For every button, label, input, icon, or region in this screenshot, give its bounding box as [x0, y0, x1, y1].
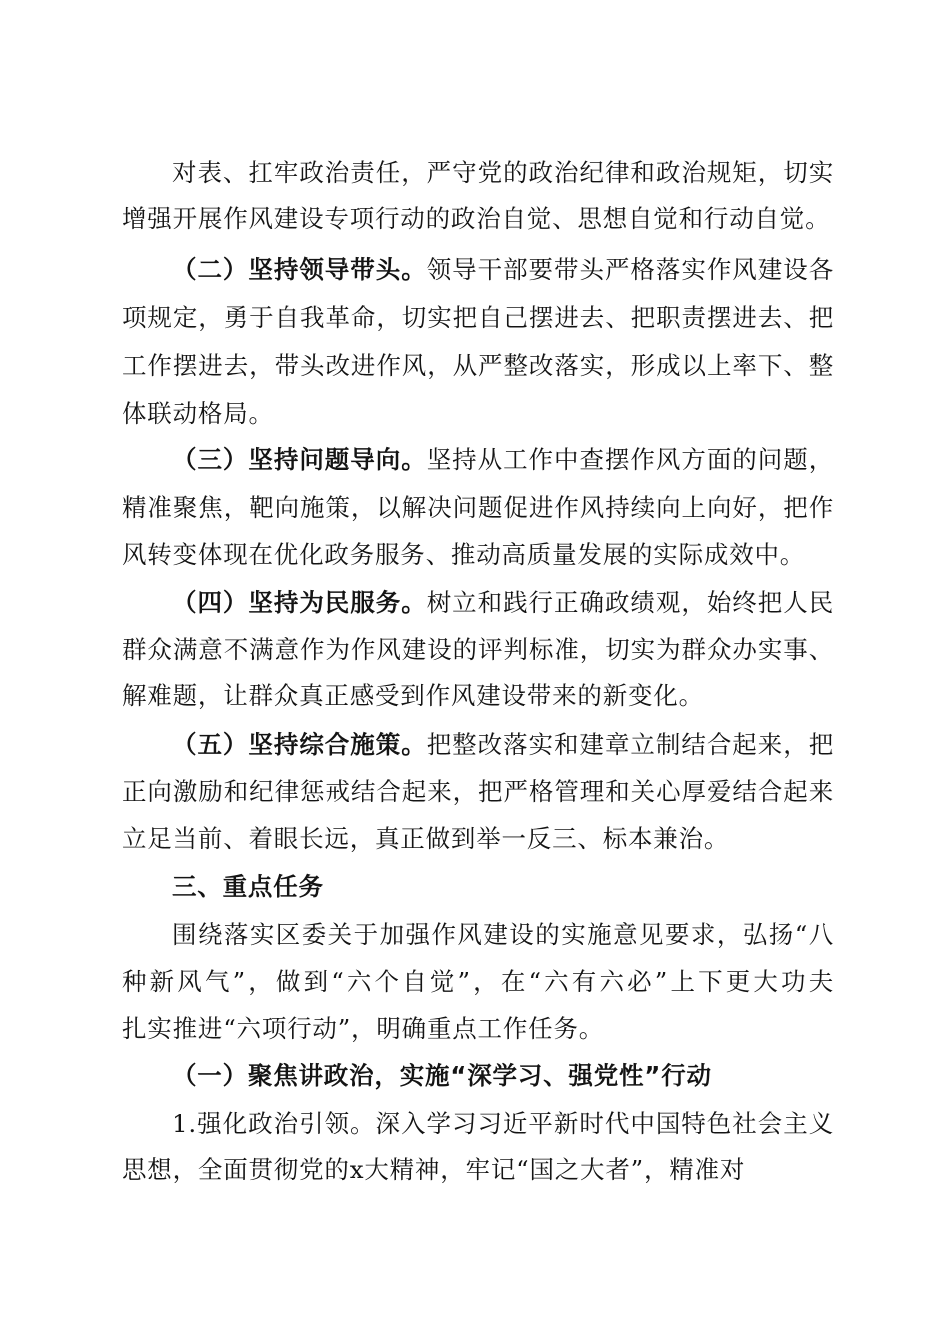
body-text-line: 体联动格局。 [122, 399, 274, 428]
section-heading: 三、重点任务 [172, 872, 324, 901]
paragraph-heading: （四）坚持为民服务。 [172, 588, 427, 617]
body-text-line: 立足当前、着眼长远，真正做到举一反三、标本兼治。 [122, 824, 730, 853]
paragraph-heading: （三）坚持问题导向。 [172, 445, 427, 474]
body-text-line: 种新风气”，做到“六个自觉”，在“六有六必”上下更大功夫 [122, 967, 834, 996]
body-text-line: 解难题，让群众真正感受到作风建设带来的新变化。 [122, 681, 704, 710]
body-text: 坚持从工作中查摆作风方面的问题， [426, 445, 834, 474]
paragraph-line [172, 725, 834, 765]
body-text-line: 增强开展作风建设专项行动的政治自觉、思想自觉和行动自觉。 [122, 204, 831, 233]
body-text-line: 扎实推进“六项行动”，明确重点工作任务。 [122, 1014, 605, 1043]
numbered-item-line [172, 1104, 834, 1144]
body-text-line: 对表、扛牢政治责任，严守党的政治纪律和政治规矩，切实 [172, 158, 834, 187]
paragraph-line [172, 583, 834, 623]
body-text: 强化政治引领。深入学习习近平新时代中国特色社会主义 [196, 1109, 834, 1138]
body-text: 领导干部要带头严格落实作风建设各 [426, 255, 834, 284]
paragraph-heading: （五）坚持综合施策。 [172, 730, 427, 759]
paragraph-line [172, 440, 834, 480]
item-number: 1. [172, 1109, 197, 1138]
paragraph-line [172, 250, 834, 290]
paragraph-heading: （二）坚持领导带头。 [172, 255, 427, 284]
body-text: 把整改落实和建章立制结合起来，把 [426, 730, 834, 759]
body-text: 树立和践行正确政绩观，始终把人民 [426, 588, 834, 617]
body-text-line: 围绕落实区委关于加强作风建设的实施意见要求，弘扬“八 [172, 920, 834, 949]
subsection-heading: （一）聚焦讲政治，实施“深学习、强党性”行动 [172, 1061, 712, 1090]
body-text-line: 工作摆进去，带头改进作风，从严整改落实，形成以上率下、整 [122, 351, 834, 380]
body-text-line: 风转变体现在优化政务服务、推动高质量发展的实际成效中。 [122, 540, 806, 569]
body-text-line: 项规定，勇于自我革命，切实把自己摆进去、把职责摆进去、把 [122, 303, 834, 332]
body-text-line: 群众满意不满意作为作风建设的评判标准，切实为群众办实事、 [122, 635, 834, 664]
body-text-line: 思想，全面贯彻党的x大精神，牢记“国之大者”，精准对 [122, 1155, 746, 1184]
body-text-line: 正向激励和纪律惩戒结合起来，把严格管理和关心厚爱结合起来 [122, 777, 834, 806]
body-text-line: 精准聚焦，靶向施策，以解决问题促进作风持续向上向好，把作 [122, 493, 834, 522]
